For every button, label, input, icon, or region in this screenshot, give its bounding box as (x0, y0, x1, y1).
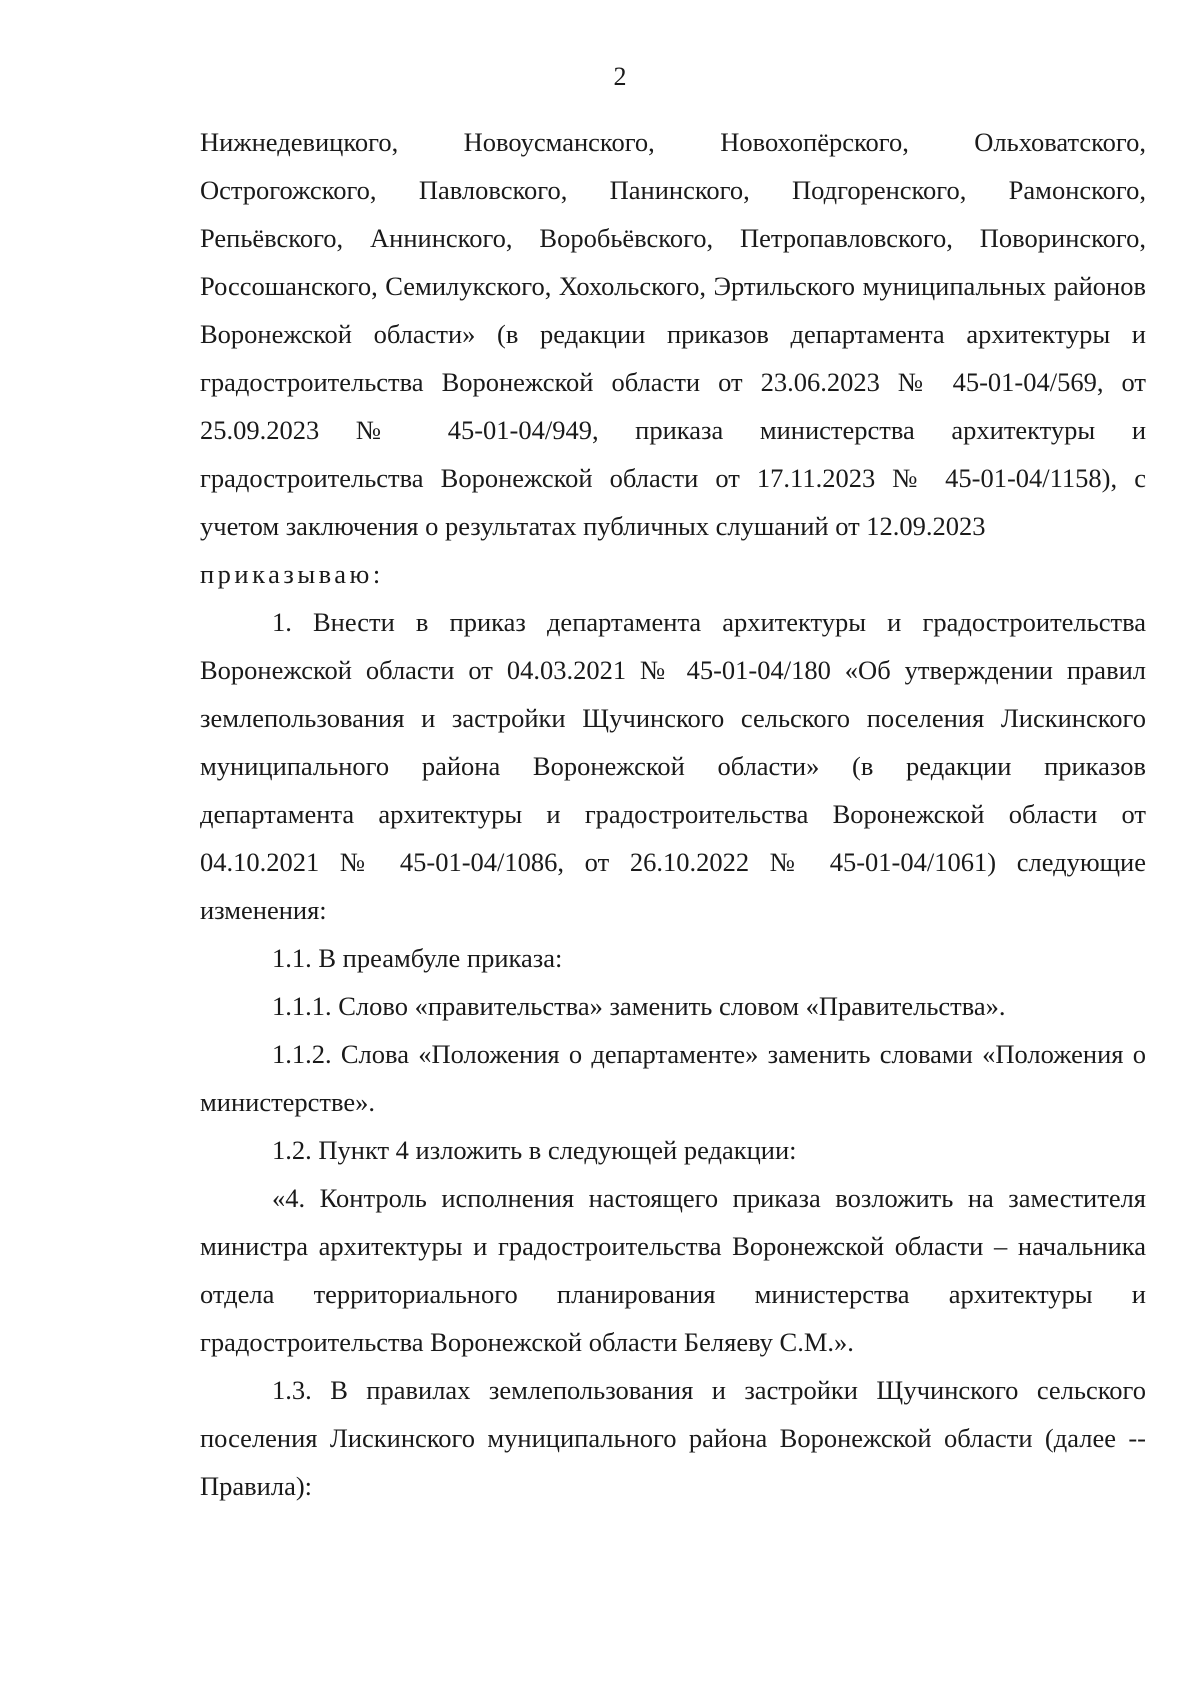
paragraph-item-1-1-1: 1.1.1. Слово «правительства» заменить словом «Правительства». (272, 991, 1006, 1021)
paragraph-item-4: «4. Контроль исполнения настоящего приказа возложить на заместителя министра архитектуры и градостроительства Воронежской области – начальника отдела территориального планирования министерства архитектуры и градостроительства Воронежской области Беляеву С.М.». (200, 1183, 1146, 1357)
paragraph-item-1-2: 1.2. Пункт 4 изложить в следующей редакции: (272, 1135, 797, 1165)
paragraph-item-1-3: 1.3. В правилах землепользования и застройки Щучинского сельского поселения Лискинского муниципального района Воронежской области (далее -- Правила): (200, 1375, 1146, 1501)
document-body (200, 118, 1146, 1510)
page-number: 2 (613, 62, 627, 91)
paragraph-item-1: 1. Внести в приказ департамента архитектуры и градостроительства Воронежской области от 04.03.2021 № 45-01-04/180 «Об утверждении правил землепользования и застройки Щучинского сельского поселения Лискинского муниципального района Воронежской области» (в редакции приказов департамента архитектуры и градостроительства Воронежской области от 04.10.2021 № 45-01-04/1086, от 26.10.2022 № 45-01-04/1061) следующие изменения: (200, 607, 1146, 925)
paragraph-item-1-1-2: 1.1.2. Слова «Положения о департаменте» заменить словами «Положения о министерстве». (200, 1039, 1146, 1117)
paragraph-item-1-1: 1.1. В преамбуле приказа: (272, 943, 563, 973)
paragraph-intro: Нижнедевицкого, Новоусманского, Новохопёрского, Ольховатского, Острогожского, Павловского, Панинского, Подгоренского, Рамонского, Репьёвского, Аннинского, Воробьёвского, Петропавловского, Поворинского, Россошанского, Семилукского, Хохольского, Эртильского муниципальных районов Воронежской области» (в редакции приказов департамента архитектуры и градостроительства Воронежской области от 23.06.2023 № 45-01-04/569, от 25.09.2023 № 45-01-04/949, приказа министерства архитектуры и градостроительства Воронежской области от 17.11.2023 № 45-01-04/1158), с учетом заключения о результатах публичных слушаний от 12.09.2023 (200, 127, 1146, 541)
paragraph-order-word: приказываю: (200, 559, 384, 589)
